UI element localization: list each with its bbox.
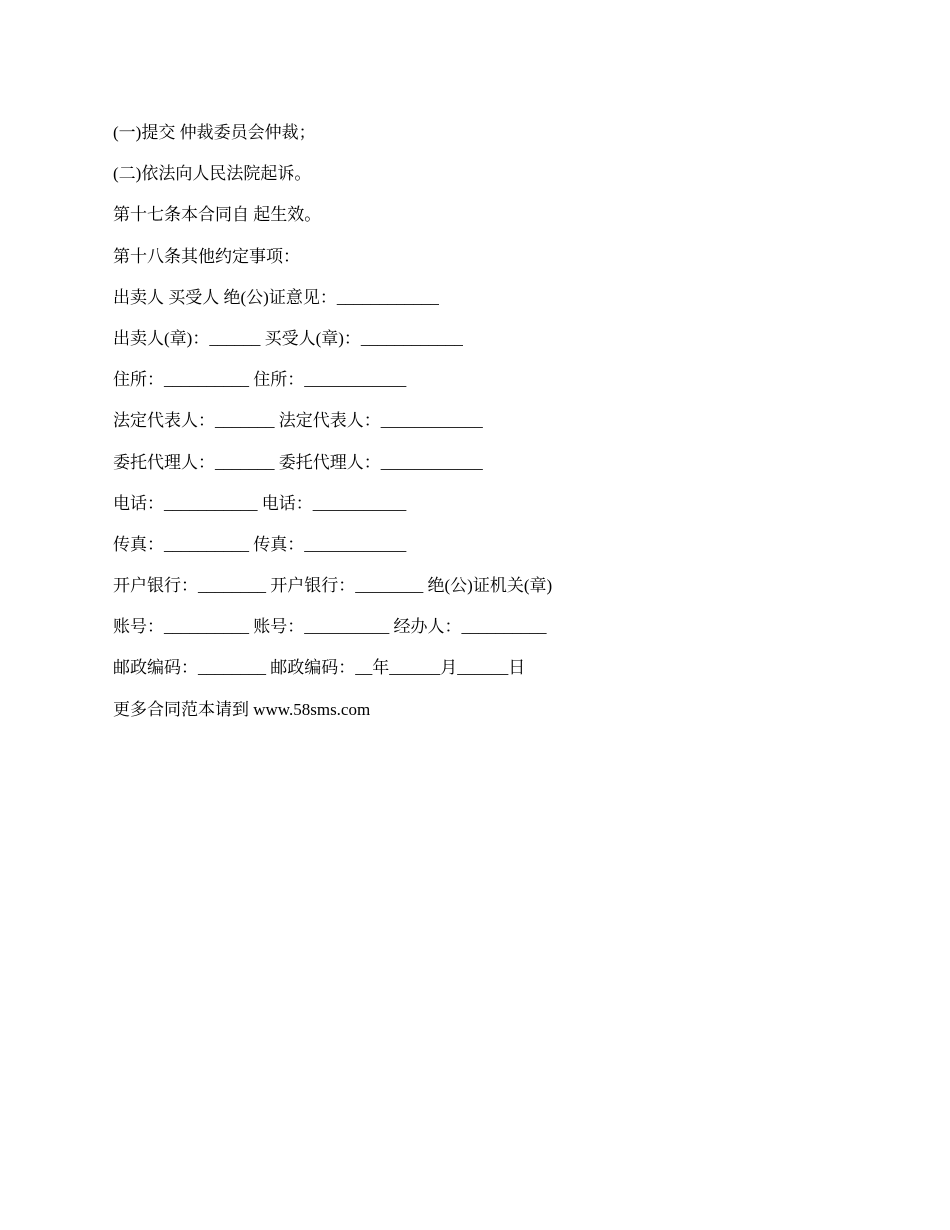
article-18: 第十八条其他约定事项： [113,246,300,266]
account-line: 账号：__________ 账号：__________ 经办人：__________ [113,617,547,637]
clause-arbitration: (一)提交 仲裁委员会仲裁； [113,123,316,142]
bank-line: 开户银行：________ 开户银行：________ 绝(公)证机关(章) [113,576,553,596]
fax-line: 传真：__________ 传真：____________ [113,534,407,554]
legal-representative-line: 法定代表人：_______ 法定代表人：____________ [113,411,483,431]
footer-website-line: 更多合同范本请到 www.58sms.com [113,699,371,719]
notary-opinion-line: 出卖人 买受人 绝(公)证意见：____________ [113,287,439,307]
authorized-agent-line: 委托代理人：_______ 委托代理人：____________ [113,452,483,472]
clause-lawsuit: (二)依法向人民法院起诉。 [113,164,312,184]
document-body [113,112,853,730]
postcode-date-line: 邮政编码：________ 邮政编码：__年______月______日 [113,658,526,678]
seal-line: 出卖人(章)：______ 买受人(章)：____________ [113,328,463,348]
address-line: 住所：__________ 住所：____________ [113,370,407,390]
article-17: 第十七条本合同自 起生效。 [113,205,322,225]
phone-line: 电话：___________ 电话：___________ [113,493,407,513]
